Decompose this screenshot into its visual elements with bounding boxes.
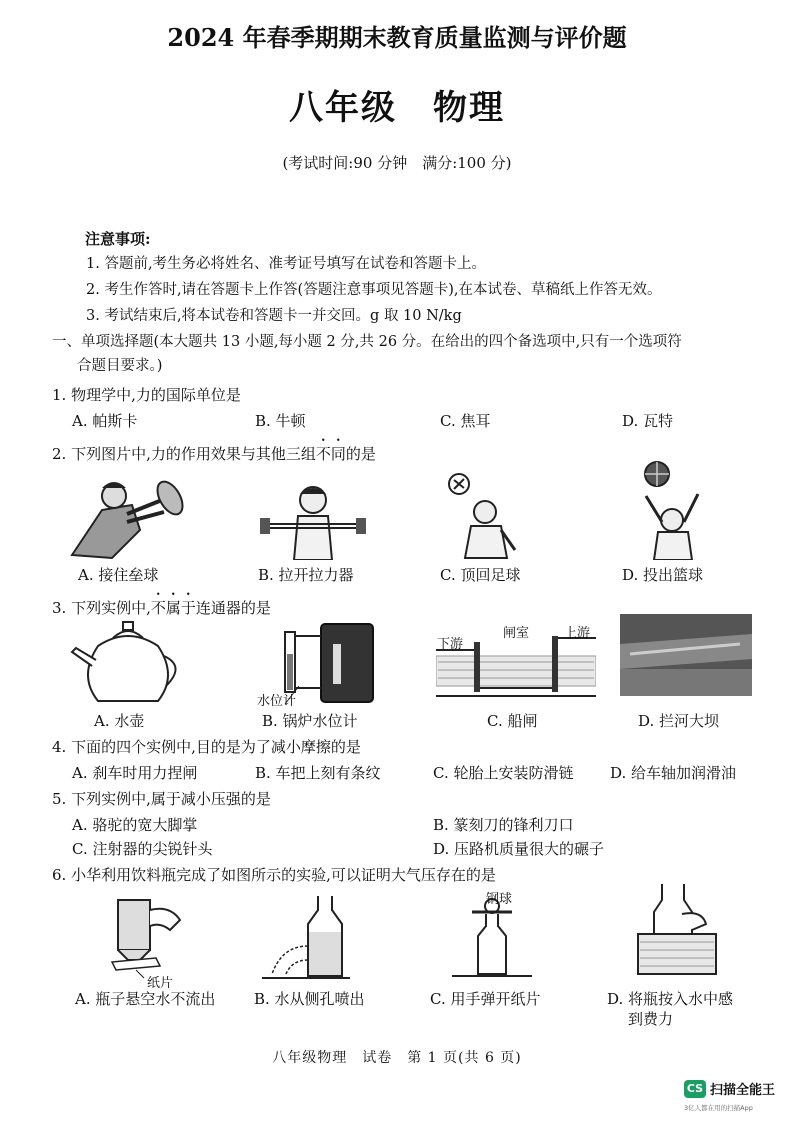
exam-title: 2024 年春季期期末教育质量监测与评价题	[167, 23, 627, 52]
question-stem: 4. 下面的四个实例中,目的是为了减小摩擦的是	[52, 738, 361, 756]
option-a: A. 帕斯卡	[72, 412, 138, 430]
option-d: D. 给车轴加润滑油	[610, 764, 737, 782]
upstream-label: 上游	[564, 626, 591, 641]
stem-emphasis: 不同	[315, 445, 346, 463]
question-stem: 6. 小华利用饮料瓶完成了如图所示的实验,可以证明大气压存在的是	[52, 866, 496, 884]
option-a: A. 瓶子悬空水不流出	[75, 990, 216, 1008]
bottle-side-holes-illustration	[262, 896, 352, 980]
scanner-logo-icon: CS	[684, 1080, 706, 1098]
option-c: C. 注射器的尖锐针头	[72, 840, 213, 858]
option-b: B. 牛顿	[255, 412, 306, 430]
option-c: C. 焦耳	[440, 412, 491, 430]
notice-item: 2. 考生作答时,请在答题卡上作答(答题注意事项见答题卡),在本试卷、草稿纸上作答无效。	[86, 282, 662, 298]
option-d: D. 拦河大坝	[638, 712, 720, 730]
downstream-label: 下游	[437, 637, 464, 652]
option-b: B. 篆刻刀的锋利刀口	[433, 816, 574, 834]
question-stem: 1. 物理学中,力的国际单位是	[52, 386, 241, 404]
steel-ball-label: 钢球	[486, 892, 513, 907]
stem-emphasis: 不属于	[150, 599, 196, 617]
notice-title: 注意事项:	[85, 230, 151, 248]
option-b: B. 拉开拉力器	[258, 566, 354, 584]
section-title	[52, 330, 772, 378]
stem-pre: 2. 下列图片中,力的作用效果与其他三组	[52, 445, 316, 463]
water-gauge-label: 水位计	[257, 694, 297, 709]
catch-baseball-illustration	[62, 470, 192, 560]
section-title-cont: 合题目要求。)	[77, 358, 163, 374]
option-b: B. 车把上刻有条纹	[255, 764, 381, 782]
stem-post: 连通器的是	[195, 599, 271, 617]
option-c: C. 用手弹开纸片	[430, 990, 541, 1008]
notice-item: 1. 答题前,考生务必将姓名、准考证号填写在试卷和答题卡上。	[86, 256, 487, 272]
lock-chamber-label: 闸室	[503, 626, 530, 641]
option-d-continued: 到费力	[628, 1010, 674, 1028]
option-d: D. 瓦特	[622, 412, 674, 430]
stem-pre: 3. 下列实例中,	[52, 599, 151, 617]
bottle-upside-down-illustration	[100, 890, 190, 980]
chest-expander-illustration	[258, 480, 368, 560]
kettle-illustration	[68, 616, 188, 706]
option-b: B. 水从侧孔喷出	[254, 990, 365, 1008]
option-a: A. 骆驼的宽大脚掌	[72, 816, 198, 834]
option-a: A. 刹车时用力捏闸	[72, 764, 198, 782]
option-a: A. 水壶	[94, 712, 145, 730]
option-d: D. 将瓶按入水中感	[607, 990, 734, 1008]
option-c: C. 轮胎上安装防滑链	[433, 764, 574, 782]
question-stem: 5. 下列实例中,属于减小压强的是	[52, 790, 271, 808]
option-d: D. 投出篮球	[622, 566, 704, 584]
scanner-name: 扫描全能王	[710, 1083, 776, 1098]
exam-info: (考试时间:90 分钟 满分:100 分)	[282, 154, 512, 172]
option-b: B. 锅炉水位计	[262, 712, 358, 730]
option-a: A. 接住垒球	[78, 566, 159, 584]
option-c: C. 顶回足球	[440, 566, 521, 584]
option-c: C. 船闸	[487, 712, 538, 730]
page-footer: 八年级物理 试卷 第 1 页(共 6 页)	[272, 1050, 522, 1066]
question-stem	[52, 436, 376, 464]
dam-photo	[620, 614, 752, 696]
bottle-press-water-illustration	[632, 884, 722, 978]
header-soccer-illustration	[445, 470, 525, 560]
exam-subtitle: 八年级 物理	[289, 88, 505, 128]
stem-post: 的是	[345, 445, 376, 463]
basketball-throw-illustration	[632, 460, 712, 560]
option-d: D. 压路机质量很大的碾子	[433, 840, 605, 858]
section-title-line: 一、单项选择题(本大题共 13 小题,每小题 2 分,共 26 分。在给出的四个备选项中,只有一个选项符	[52, 334, 682, 350]
notice-item: 3. 考试结束后,将本试卷和答题卡一并交回。g 取 10 N/kg	[86, 308, 462, 324]
question-stem	[52, 590, 271, 618]
scanner-badge	[684, 1076, 794, 1116]
bottle-steel-ball-illustration	[452, 896, 532, 980]
scanner-tagline: 3亿人都在用的扫描App	[684, 1104, 753, 1112]
paper-label: 纸片	[147, 976, 174, 991]
